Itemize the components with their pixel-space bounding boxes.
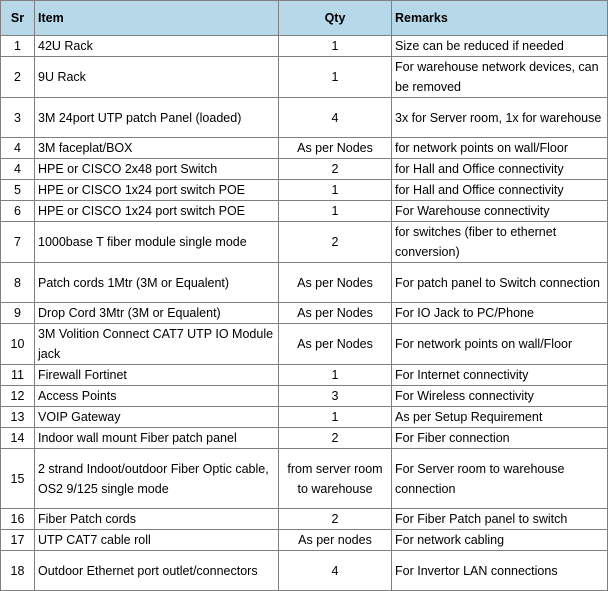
- cell-qty: 1: [279, 407, 392, 428]
- table-row: [1, 98, 608, 138]
- cell-item: Outdoor Ethernet port outlet/connectors: [35, 551, 279, 591]
- cell-qty: As per Nodes: [279, 263, 392, 303]
- cell-item: Fiber Patch cords: [35, 509, 279, 530]
- cell-qty: 2: [279, 159, 392, 180]
- table-row: [1, 201, 608, 222]
- header-remarks: Remarks: [392, 1, 608, 36]
- cell-remarks: For Wireless connectivity: [392, 386, 608, 407]
- cell-sr: 10: [1, 324, 35, 365]
- cell-sr: 6: [1, 201, 35, 222]
- cell-item: 42U Rack: [35, 36, 279, 57]
- cell-remarks: For Server room to warehouse connection: [392, 449, 608, 509]
- cell-qty: 3: [279, 386, 392, 407]
- table-row: [1, 180, 608, 201]
- cell-sr: 15: [1, 449, 35, 509]
- cell-sr: 11: [1, 365, 35, 386]
- cell-sr: 14: [1, 428, 35, 449]
- cell-sr: 7: [1, 222, 35, 263]
- cell-remarks: As per Setup Requirement: [392, 407, 608, 428]
- cell-remarks: for network points on wall/Floor: [392, 138, 608, 159]
- table-row: [1, 449, 608, 509]
- cell-remarks: For Invertor LAN connections: [392, 551, 608, 591]
- cell-sr: 12: [1, 386, 35, 407]
- cell-remarks: For network points on wall/Floor: [392, 324, 608, 365]
- cell-qty: 2: [279, 509, 392, 530]
- cell-remarks: 3x for Server room, 1x for warehouse: [392, 98, 608, 138]
- cell-item: 2 strand Indoot/outdoor Fiber Optic cable, OS2 9/125 single mode: [35, 449, 279, 509]
- table-row: [1, 530, 608, 551]
- cell-qty: 1: [279, 180, 392, 201]
- cell-remarks: Size can be reduced if needed: [392, 36, 608, 57]
- header-item: Item: [35, 1, 279, 36]
- table-row: [1, 509, 608, 530]
- cell-remarks: For Internet connectivity: [392, 365, 608, 386]
- cell-qty: 4: [279, 98, 392, 138]
- cell-remarks: For IO Jack to PC/Phone: [392, 303, 608, 324]
- cell-sr: 2: [1, 57, 35, 98]
- cell-qty: As per Nodes: [279, 138, 392, 159]
- cell-sr: 3: [1, 98, 35, 138]
- cell-remarks: for Hall and Office connectivity: [392, 180, 608, 201]
- cell-qty: 1: [279, 36, 392, 57]
- cell-sr: 4: [1, 159, 35, 180]
- header-qty: Qty: [279, 1, 392, 36]
- cell-item: HPE or CISCO 2x48 port Switch: [35, 159, 279, 180]
- cell-item: HPE or CISCO 1x24 port switch POE: [35, 201, 279, 222]
- cell-qty: 1: [279, 365, 392, 386]
- cell-item: Patch cords 1Mtr (3M or Equalent): [35, 263, 279, 303]
- table-row: [1, 303, 608, 324]
- table-row: [1, 365, 608, 386]
- cell-sr: 17: [1, 530, 35, 551]
- cell-item: UTP CAT7 cable roll: [35, 530, 279, 551]
- cell-item: 1000base T fiber module single mode: [35, 222, 279, 263]
- cell-sr: 5: [1, 180, 35, 201]
- cell-remarks: For patch panel to Switch connection: [392, 263, 608, 303]
- cell-qty: As per Nodes: [279, 324, 392, 365]
- table-row: [1, 551, 608, 591]
- table-row: [1, 263, 608, 303]
- cell-qty: 2: [279, 222, 392, 263]
- cell-qty: As per Nodes: [279, 303, 392, 324]
- cell-sr: 1: [1, 36, 35, 57]
- table-row: [1, 222, 608, 263]
- cell-item: 9U Rack: [35, 57, 279, 98]
- cell-qty: from server room to warehouse: [279, 449, 392, 509]
- table-header: [1, 1, 608, 36]
- cell-item: VOIP Gateway: [35, 407, 279, 428]
- table-row: [1, 138, 608, 159]
- cell-sr: 18: [1, 551, 35, 591]
- cell-item: Indoor wall mount Fiber patch panel: [35, 428, 279, 449]
- table-row: [1, 386, 608, 407]
- cell-sr: 9: [1, 303, 35, 324]
- cell-qty: As per nodes: [279, 530, 392, 551]
- cell-sr: 13: [1, 407, 35, 428]
- cell-sr: 8: [1, 263, 35, 303]
- header-row: [1, 1, 608, 36]
- cell-remarks: For warehouse network devices, can be removed: [392, 57, 608, 98]
- header-sr: Sr: [1, 1, 35, 36]
- cell-remarks: For Fiber Patch panel to switch: [392, 509, 608, 530]
- cell-qty: 4: [279, 551, 392, 591]
- table-row: [1, 57, 608, 98]
- cell-item: Firewall Fortinet: [35, 365, 279, 386]
- cell-sr: 4: [1, 138, 35, 159]
- cell-sr: 16: [1, 509, 35, 530]
- cell-item: HPE or CISCO 1x24 port switch POE: [35, 180, 279, 201]
- cell-remarks: For Warehouse connectivity: [392, 201, 608, 222]
- cell-qty: 2: [279, 428, 392, 449]
- cell-qty: 1: [279, 201, 392, 222]
- table-row: [1, 324, 608, 365]
- cell-item: 3M faceplat/BOX: [35, 138, 279, 159]
- cell-remarks: for Hall and Office connectivity: [392, 159, 608, 180]
- table-row: [1, 407, 608, 428]
- table-row: [1, 428, 608, 449]
- cell-remarks: For network cabling: [392, 530, 608, 551]
- cell-qty: 1: [279, 57, 392, 98]
- cell-remarks: For Fiber connection: [392, 428, 608, 449]
- cell-item: Access Points: [35, 386, 279, 407]
- cell-remarks: for switches (fiber to ethernet conversion): [392, 222, 608, 263]
- table-body: [1, 36, 608, 591]
- cell-item: 3M Volition Connect CAT7 UTP IO Module jack: [35, 324, 279, 365]
- table-row: [1, 159, 608, 180]
- cell-item: Drop Cord 3Mtr (3M or Equalent): [35, 303, 279, 324]
- cell-item: 3M 24port UTP patch Panel (loaded): [35, 98, 279, 138]
- table-row: [1, 36, 608, 57]
